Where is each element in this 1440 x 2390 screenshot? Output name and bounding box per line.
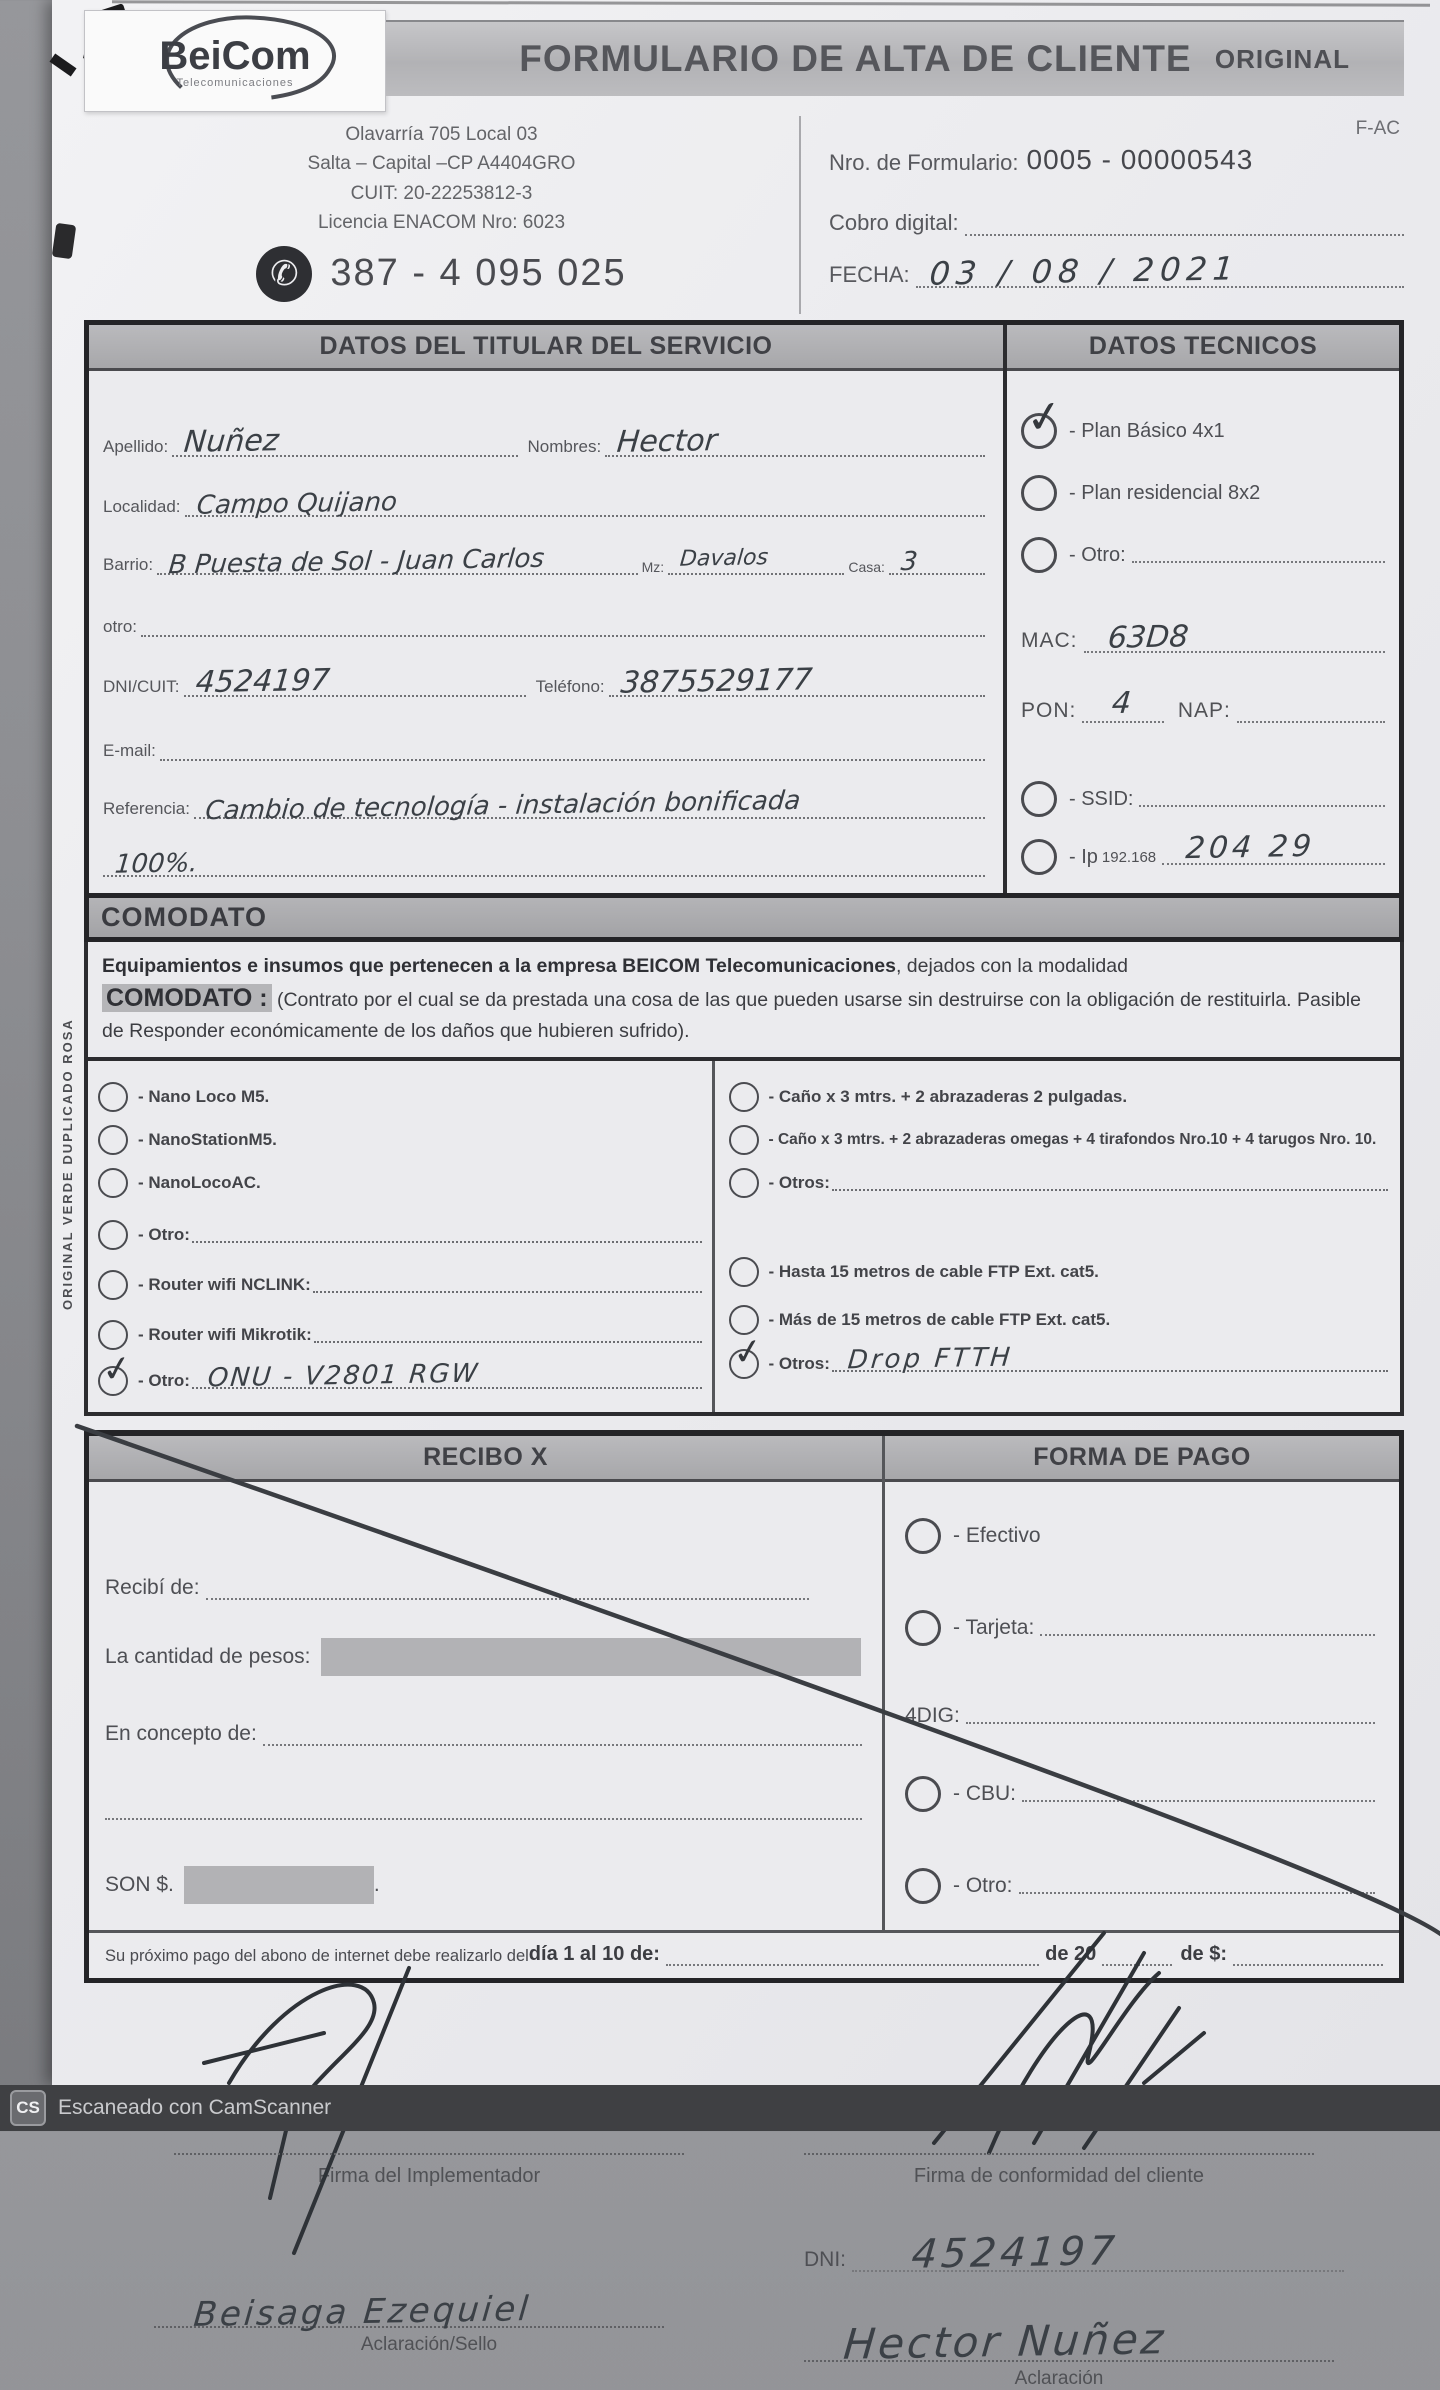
mat-otros-radio xyxy=(729,1168,759,1198)
company-cuit: CUIT: 20-22253812-3 xyxy=(350,182,533,204)
cbu-field xyxy=(1022,1786,1375,1802)
equipment-right-list xyxy=(715,1061,1400,1412)
cano-2pulgadas-label: - Caño x 3 mtrs. + 2 abrazaderas 2 pulgadas. xyxy=(768,1086,1128,1106)
fecha-label: FECHA: xyxy=(829,262,910,287)
router-mikrotik-radio xyxy=(98,1320,128,1350)
next-payment-amount-field xyxy=(1233,1952,1383,1966)
next-payment-range: día 1 al 10 de: xyxy=(528,1942,660,1965)
ssid-label: - SSID: xyxy=(1069,787,1134,810)
equip-otro2-value: ONU - V2801 RGW xyxy=(206,1358,481,1394)
pon-label: PON: xyxy=(1021,699,1077,722)
mz-label: Mz: xyxy=(641,559,665,575)
plan-residencial-label: - Plan residencial 8x2 xyxy=(1069,481,1261,504)
titular-header: DATOS DEL TITULAR DEL SERVICIO xyxy=(89,325,1003,371)
cantidad-redacted-value xyxy=(321,1638,861,1676)
cable-otros-radio xyxy=(729,1329,766,1379)
equipment-box xyxy=(84,1061,1404,1416)
pago-otro-field xyxy=(1019,1878,1375,1894)
casa-value: 3 xyxy=(899,546,919,578)
telefono-value: 3875529177 xyxy=(618,662,814,701)
4dig-field xyxy=(966,1708,1375,1724)
pago-otro-label: - Otro: xyxy=(953,1873,1013,1897)
copy-color-note: ORIGINAL VERDE DUPLICADO ROSA xyxy=(60,1018,75,1310)
titular-column xyxy=(89,325,1007,893)
company-licencia: Licencia ENACOM Nro: 6023 xyxy=(317,212,566,234)
client-name-line xyxy=(804,2296,1334,2369)
cable-otros-value: Drop FTTH xyxy=(846,1342,1015,1376)
ip-radio xyxy=(1021,839,1057,875)
client-name-caption: Aclaración xyxy=(1014,2367,1104,2389)
pago-otro-radio xyxy=(905,1868,941,1904)
email-label: E-mail: xyxy=(103,741,156,760)
apellido-label: Apellido: xyxy=(103,437,169,456)
company-info xyxy=(84,116,799,314)
recibi-de-field xyxy=(206,1574,810,1600)
nap-field xyxy=(1237,701,1385,723)
equip-otro-field xyxy=(192,1227,702,1243)
cano-2pulgadas-radio xyxy=(729,1082,759,1112)
equip-otro2-radio xyxy=(98,1346,135,1396)
efectivo-radio xyxy=(905,1518,941,1554)
spacer xyxy=(729,1198,1388,1244)
pon-field xyxy=(1082,685,1163,723)
nanoloco-ac-radio xyxy=(98,1168,128,1198)
scan-artifact xyxy=(49,53,76,76)
recibo-header: RECIBO X xyxy=(89,1436,882,1482)
referencia-field-2 xyxy=(103,848,985,880)
referencia-value-2: 100%. xyxy=(113,848,199,880)
ip-value: 204 29 xyxy=(1184,828,1317,867)
concepto-label: En concepto de: xyxy=(105,1721,257,1745)
scan-edge-line xyxy=(112,0,1430,6)
fecha-field xyxy=(916,249,1404,293)
comodato-term: COMODATO : xyxy=(102,984,272,1012)
referencia-field xyxy=(194,785,985,827)
equip-otro2-label: - Otro: xyxy=(138,1370,190,1390)
son-redacted-value xyxy=(184,1866,374,1904)
son-suffix: . xyxy=(373,1872,380,1896)
next-payment-year-field xyxy=(1102,1952,1172,1966)
ip-label: - Ip xyxy=(1069,845,1098,868)
company-phone: 387 - 4 095 025 xyxy=(330,252,627,295)
brand-name: BeiCom xyxy=(159,33,311,78)
check-mark: ✓ xyxy=(729,1329,766,1375)
barrio-value: B Puesta de Sol - Juan Carlos xyxy=(167,543,546,581)
tecnicos-header: DATOS TECNICOS xyxy=(1007,325,1399,371)
client-dni-label: DNI: xyxy=(804,2247,846,2271)
brand-subtitle: Telecomunicaciones xyxy=(176,76,294,89)
tarjeta-label: - Tarjeta: xyxy=(953,1615,1035,1639)
apellido-field xyxy=(172,423,517,460)
copy-type-label: ORIGINAL xyxy=(1214,43,1350,74)
localidad-label: Localidad: xyxy=(103,497,181,516)
cbu-radio xyxy=(905,1776,941,1812)
page-title: FORMULARIO DE ALTA DE CLIENTE xyxy=(519,38,1192,79)
scan-artifact xyxy=(52,223,77,259)
beicom-logo xyxy=(84,10,386,112)
check-mark: ✓ xyxy=(1022,389,1067,446)
comodato-intro-rest: , dejados con la modalidad xyxy=(895,955,1128,977)
camscanner-logo: CS xyxy=(10,2090,46,2126)
camscanner-text: Escaneado con CamScanner xyxy=(58,2096,332,2119)
otro-field xyxy=(141,613,985,637)
router-nclink-field xyxy=(313,1277,702,1293)
implementer-name-value: Beisaga Ezequiel xyxy=(191,2288,533,2335)
router-mikrotik-label: - Router wifi Mikrotik: xyxy=(138,1324,312,1344)
cbu-label: - CBU: xyxy=(953,1781,1016,1805)
mz-field xyxy=(668,545,844,575)
pago-panel xyxy=(885,1436,1399,1930)
recibi-de-label: Recibí de: xyxy=(105,1575,200,1599)
telefono-field xyxy=(609,662,985,701)
plan-residencial-radio xyxy=(1021,475,1057,511)
form-meta xyxy=(799,116,1404,314)
form-header xyxy=(84,10,1404,112)
pon-value: 4 xyxy=(1110,685,1133,722)
router-nclink-label: - Router wifi NCLINK: xyxy=(138,1274,311,1294)
concepto-field-2 xyxy=(105,1794,862,1820)
recibo-panel xyxy=(89,1436,885,1930)
comodato-bar: COMODATO xyxy=(84,898,1404,942)
localidad-value: Campo Quijano xyxy=(195,487,398,521)
title-bar xyxy=(386,20,1404,96)
referencia-label: Referencia: xyxy=(103,799,190,818)
concepto-field xyxy=(263,1720,862,1746)
router-nclink-radio xyxy=(98,1270,128,1300)
next-payment-prefix: Su próximo pago del abono de internet debe realizarlo del xyxy=(105,1946,529,1965)
email-field xyxy=(160,737,985,761)
referencia-value: Cambio de tecnología - instalación bonificada xyxy=(204,785,802,827)
nap-label: NAP: xyxy=(1177,699,1231,722)
nanoloco-m5-label: - Nano Loco M5. xyxy=(138,1086,270,1106)
mac-field xyxy=(1084,619,1386,656)
next-payment-year-label: de 20 xyxy=(1045,1942,1097,1965)
nombres-field xyxy=(605,423,985,460)
next-payment-amount-label: de $: xyxy=(1180,1942,1227,1965)
fecha-handwritten: 03 / 08 / 2021 xyxy=(927,249,1241,293)
info-row xyxy=(84,116,1404,314)
comodato-intro-strong: Equipamientos e insumos que pertenecen a la empresa BEICOM Telecomunicaciones xyxy=(102,955,896,977)
equip-otro-radio xyxy=(98,1220,128,1250)
form-number-value: 0005 - 00000543 xyxy=(1026,144,1254,175)
nombres-label: Nombres: xyxy=(527,437,602,456)
telefono-label: Teléfono: xyxy=(535,677,605,696)
client-dni-value: 4524197 xyxy=(909,2227,1121,2278)
plan-basico-label: - Plan Básico 4x1 xyxy=(1069,419,1225,442)
casa-label: Casa: xyxy=(848,559,885,575)
dni-label: DNI/CUIT: xyxy=(103,677,180,696)
phone-icon: ✆ xyxy=(256,246,312,302)
client-dni-field xyxy=(852,2222,1344,2278)
cano-omegas-radio xyxy=(729,1125,759,1155)
implementer-name-caption: Aclaración/Sello xyxy=(360,2333,498,2355)
efectivo-label: - Efectivo xyxy=(953,1523,1041,1547)
comodato-paragraph xyxy=(84,942,1404,1061)
ssid-radio xyxy=(1021,781,1057,817)
cable-otros-field xyxy=(832,1342,1388,1376)
casa-field xyxy=(889,546,985,578)
comodato-desc: (Contrato por el cual se da prestada una cosa de las que pueden usarse sin destruirse con la obligación de restituirla. Pasible de Responder económicamente de los daños que hubieren sufrido). xyxy=(102,989,1361,1042)
recibo-pago-box xyxy=(84,1430,1404,1983)
otro-label: otro: xyxy=(103,617,138,636)
barrio-field xyxy=(157,543,638,581)
ip-field xyxy=(1162,828,1385,867)
son-label: SON $. xyxy=(105,1872,174,1896)
mac-label: MAC: xyxy=(1021,629,1078,652)
barrio-label: Barrio: xyxy=(103,555,154,574)
mac-value: 63D8 xyxy=(1105,619,1190,656)
equip-otro2-field xyxy=(192,1358,702,1394)
cable-otros-label: - Otros: xyxy=(768,1353,830,1373)
cobro-digital-field xyxy=(965,210,1404,236)
camscanner-footer xyxy=(0,2085,1440,2131)
dni-field xyxy=(184,662,526,701)
check-mark: ✓ xyxy=(99,1346,135,1392)
plan-otro-label: - Otro: xyxy=(1069,543,1126,566)
4dig-label: 4DIG: xyxy=(905,1703,960,1727)
company-address-2: Salta – Capital –CP A4404GRO xyxy=(307,153,576,175)
nanoloco-ac-label: - NanoLocoAC. xyxy=(138,1172,261,1192)
client-dni-row xyxy=(804,2222,1344,2278)
nanoloco-m5-radio xyxy=(98,1082,128,1112)
nombres-value: Hector xyxy=(615,423,719,460)
dni-value: 4524197 xyxy=(193,662,331,701)
tarjeta-field xyxy=(1040,1620,1375,1636)
cantidad-label: La cantidad de pesos: xyxy=(105,1644,311,1668)
ip-prefix: 192.168 xyxy=(1101,848,1157,866)
datos-box xyxy=(84,320,1404,898)
plan-otro-radio xyxy=(1021,537,1057,573)
client-name-value: Hector Nuñez xyxy=(841,2313,1169,2369)
equip-otro-label: - Otro: xyxy=(138,1224,190,1244)
localidad-field xyxy=(185,487,985,521)
implementer-signature-caption: Firma del Implementador xyxy=(317,2164,541,2187)
mat-otros-label: - Otros: xyxy=(768,1172,830,1192)
cobro-digital-label: Cobro digital: xyxy=(829,210,959,235)
next-payment-month-field xyxy=(666,1952,1039,1966)
form-number-label: Nro. de Formulario: xyxy=(829,150,1019,175)
company-address-1: Olavarría 705 Local 03 xyxy=(345,124,538,145)
ssid-field xyxy=(1139,791,1385,807)
equipment-left-list xyxy=(88,1061,715,1412)
form-code: F-AC xyxy=(1355,118,1400,139)
next-payment-row xyxy=(89,1930,1399,1978)
router-mikrotik-field xyxy=(314,1327,702,1343)
plan-otro-field xyxy=(1132,547,1385,563)
apellido-value: Nuñez xyxy=(182,423,281,460)
cable-hasta15-radio xyxy=(729,1257,759,1287)
cable-mas15-label: - Más de 15 metros de cable FTP Ext. cat5. xyxy=(768,1309,1111,1329)
mz-value: Davalos xyxy=(678,545,770,572)
plan-basico-radio xyxy=(1021,389,1067,449)
client-signature-caption: Firma de conformidad del cliente xyxy=(913,2164,1205,2187)
cable-hasta15-label: - Hasta 15 metros de cable FTP Ext. cat5. xyxy=(768,1261,1099,1281)
nanostation-m5-label: - NanoStationM5. xyxy=(138,1129,277,1149)
implementer-name-line xyxy=(154,2262,664,2335)
mat-otros-field xyxy=(832,1175,1388,1191)
pago-header: FORMA DE PAGO xyxy=(885,1436,1399,1482)
tarjeta-radio xyxy=(905,1610,941,1646)
tecnicos-column xyxy=(1007,325,1399,893)
cano-omegas-label: - Caño x 3 mtrs. + 2 abrazaderas omegas + 4 tirafondos Nro.10 + 4 tarugos Nro. 10. xyxy=(768,1130,1377,1148)
nanostation-m5-radio xyxy=(98,1125,128,1155)
